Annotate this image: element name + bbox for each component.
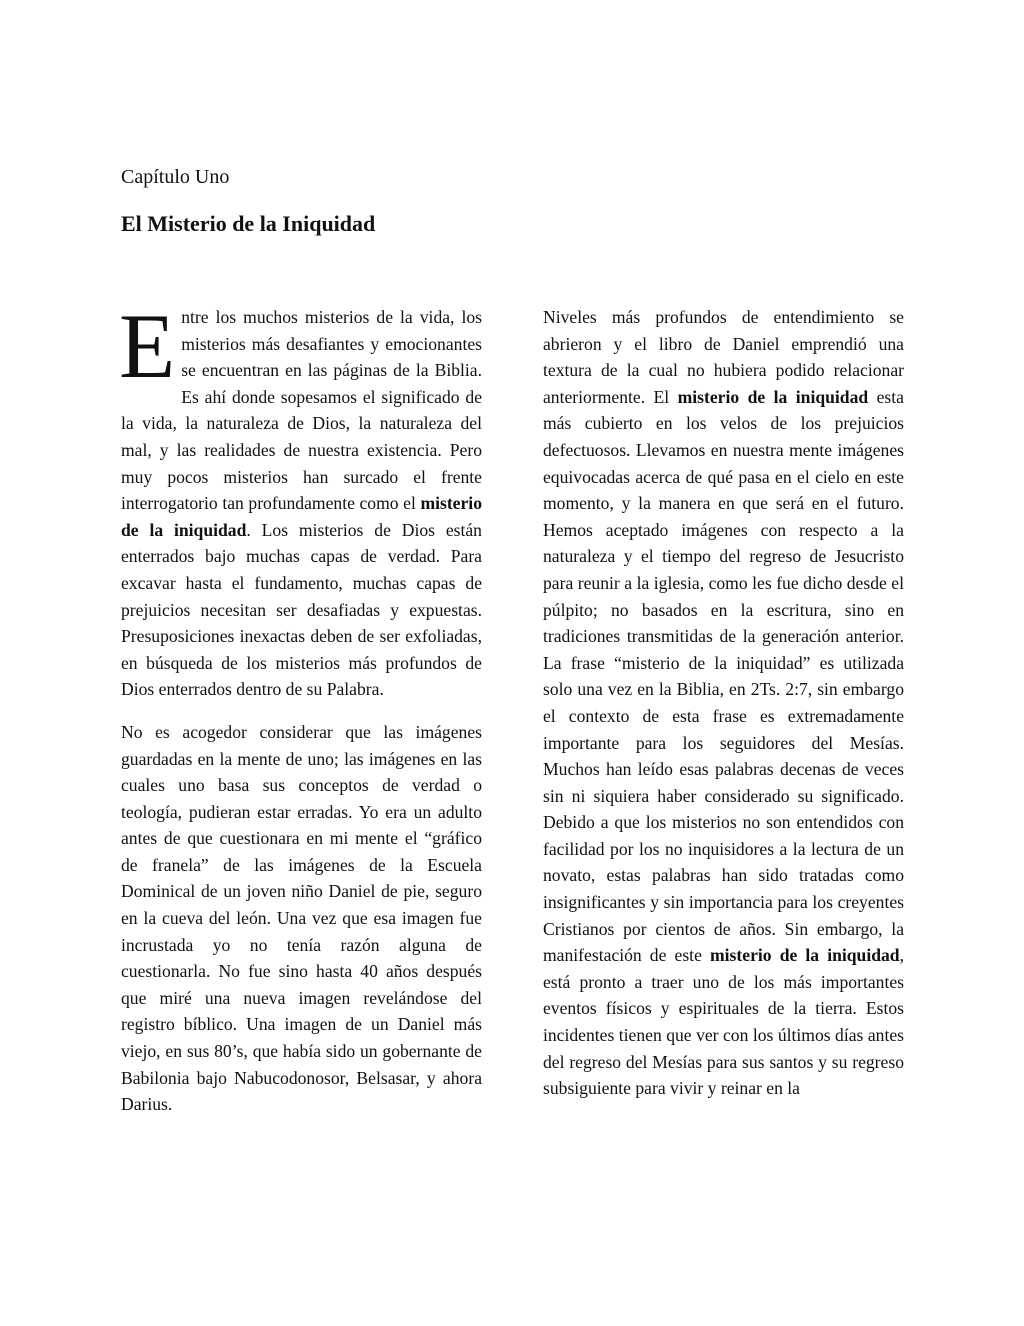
paragraph-continued xyxy=(543,304,904,1102)
emphasis-text: misterio de la iniquidad xyxy=(121,493,482,540)
chapter-title: El Misterio de la Iniquidad xyxy=(121,211,376,236)
paragraph-text: , está pronto a traer uno de los más importantes eventos físicos y espirituales de la tierra. Estos incidentes tienen que ver con los últimos días antes del regreso del Mesías para sus santos y su regreso subsiguiente para vivir y reinar en la xyxy=(543,945,904,1099)
paragraph-text: ntre los muchos misterios de la vida, los misterios más desafiantes y emocionantes se encuentran en las páginas de la Biblia. Es ahí donde sopesamos el significado de la vida, la naturaleza de Dios, la naturaleza del mal, y las realidades de nuestra existencia. Pero muy pocos misterios han surcado el frente interrogatorio tan profundamente como el xyxy=(121,307,482,514)
emphasis-text: misterio de la iniquidad xyxy=(710,945,900,966)
chapter-label: Capítulo Uno xyxy=(121,166,230,188)
paragraph-text: esta más cubierto en los velos de los prejuicios defectuosos. Llevamos en nuestra mente imágenes equivocadas acerca de qué pasa en el cielo en este momento, y la manera en que será en el futuro. Hemos aceptado imágenes con respecto a la naturaleza y el tiempo del regreso de Jesucristo para reunir a la iglesia, como les fue dicho desde el púlpito; no basados en la escritura, sino en tradiciones transmitidas de la generación anterior. La frase “misterio de la iniquidad” es utilizada solo una vez en la Biblia, en 2Ts. 2:7, sin embargo el contexto de esta frase es extremadamente importante para los seguidores del Mesías. Muchos han leído esas palabras decenas de veces sin ni siquiera haber considerado su significado. Debido a que los misterios no son entendidos con facilidad por los no inquisidores a la lectura de un novato, estas palabras han sido tratadas como insignificantes y sin importancia para los creyentes Cristianos por cientos de años. Sin embargo, la manifestación de este xyxy=(543,386,904,966)
emphasis-text: misterio de la iniquidad xyxy=(677,386,869,407)
paragraph-images: No es acogedor considerar que las imágenes guardadas en la mente de uno; las imágenes en las cuales uno basa sus conceptos de verdad o teología, pudieran estar erradas. Yo era un adulto antes de que cuestionara en mi mente el “gráfico de franela” de las imágenes de la Escuela Dominical de un joven niño Daniel de pie, seguro en la cueva del león. Una vez que esa imagen fue incrustada yo no tenía razón alguna de cuestionarla. No fue sino hasta 40 años después que miré una nueva imagen revelándose del registro bíblico. Una imagen de un Daniel más viejo, en sus 80’s, que había sido un gobernante de Babilonia bajo Nabucodonosor, Belsasar, y ahora Darius. xyxy=(121,721,482,1115)
paragraph-text: Niveles más profundos de entendimiento se abrieron y el libro de Daniel emprendió una textura de la cual no hubiera podido relacionar anteriormente. El xyxy=(543,307,904,407)
left-column xyxy=(119,295,482,1118)
paragraph-text: . Los misterios de Dios están enterrados bajo muchas capas de verdad. Para excavar hasta el fundamento, muchas capas de prejuicios necesitan ser desafiadas y expuestas. Presuposiciones inexactas deben de ser exfoliadas, en búsqueda de los misterios más profundos de Dios enterrados dentro de su Palabra. xyxy=(121,519,482,700)
right-column xyxy=(543,304,904,1102)
paragraph-intro xyxy=(119,295,482,703)
drop-cap: E xyxy=(119,295,176,397)
